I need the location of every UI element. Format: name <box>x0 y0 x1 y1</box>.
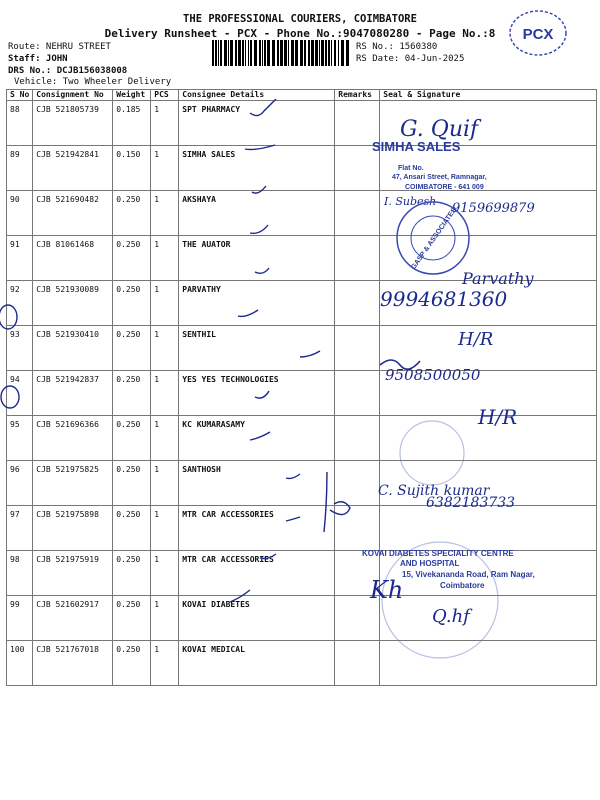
row-consignee: MTR CAR ACCESSORIES <box>179 551 335 596</box>
row-signature <box>380 281 597 326</box>
row-consignment: CJB 521975898 <box>33 506 113 551</box>
row-consignment: CJB 521767018 <box>33 641 113 686</box>
runsheet-subtitle: Delivery Runsheet - PCX - Phone No.:9047080280 - Page No.:8 <box>104 27 496 40</box>
row-sno: 96 <box>7 461 33 506</box>
row-remarks <box>335 326 380 371</box>
row-consignment: CJB 521930410 <box>33 326 113 371</box>
row94-phone: 9508500050 <box>385 366 481 384</box>
table-row <box>7 191 597 236</box>
row95-hr: H/R <box>478 405 518 429</box>
row-pcs: 1 <box>151 641 179 686</box>
row-consignment: CJB 521696366 <box>33 416 113 461</box>
col-consignment: Consignment No <box>33 90 113 101</box>
simha-stamp-addr1: Flat No. <box>398 165 424 172</box>
row-pcs: 1 <box>151 236 179 281</box>
row-consignment: CJB 521975919 <box>33 551 113 596</box>
row-remarks <box>335 236 380 281</box>
row-signature <box>380 371 597 416</box>
row-pcs: 1 <box>151 326 179 371</box>
table-row <box>7 101 597 146</box>
kovai-stamp-line2: AND HOSPITAL <box>400 559 460 568</box>
row-weight: 0.250 <box>113 236 151 281</box>
row100-signature: Q.hf <box>432 606 470 627</box>
row-pcs: 1 <box>151 551 179 596</box>
company-title: THE PROFESSIONAL COURIERS, COIMBATORE <box>183 13 417 25</box>
pcx-stamp-text: PCX <box>522 26 554 43</box>
row-signature <box>380 146 597 191</box>
gasp-stamp-text: GASP & ASSOCIATES <box>410 206 459 271</box>
row-sno: 93 <box>7 326 33 371</box>
row-weight: 0.250 <box>113 326 151 371</box>
row-signature <box>380 236 597 281</box>
row-remarks <box>335 146 380 191</box>
row-pcs: 1 <box>151 191 179 236</box>
row-signature <box>380 101 597 146</box>
row-consignee: SPT PHARMACY <box>179 101 335 146</box>
row-sno: 92 <box>7 281 33 326</box>
row-consignment: CJB 521805739 <box>33 101 113 146</box>
runsheet-table <box>6 89 597 686</box>
row93-hr: H/R <box>458 329 494 350</box>
table-row <box>7 506 597 551</box>
row90-phone: 9159699879 <box>452 201 535 216</box>
row-weight: 0.250 <box>113 461 151 506</box>
row-pcs: 1 <box>151 506 179 551</box>
col-sno: S No <box>7 90 33 101</box>
row90-signature: I. Subesh <box>384 195 437 208</box>
col-pcs: PCS <box>151 90 179 101</box>
col-remarks: Remarks <box>335 90 380 101</box>
row-remarks <box>335 596 380 641</box>
table-row <box>7 416 597 461</box>
simha-stamp-name: SIMHA SALES <box>372 139 461 154</box>
row-signature <box>380 641 597 686</box>
row-remarks <box>335 281 380 326</box>
row-consignment: CJB 81061468 <box>33 236 113 281</box>
table-row <box>7 326 597 371</box>
row-sno: 94 <box>7 371 33 416</box>
table-row <box>7 596 597 641</box>
row-signature <box>380 326 597 371</box>
col-weight: Weight <box>113 90 151 101</box>
row89-signature: G. Quif <box>400 117 479 142</box>
row-signature <box>380 191 597 236</box>
row-consignee: YES YES TECHNOLOGIES <box>179 371 335 416</box>
row-weight: 0.250 <box>113 281 151 326</box>
col-consignee: Consignee Details <box>179 90 335 101</box>
row-consignee: MTR CAR ACCESSORIES <box>179 506 335 551</box>
table-row <box>7 551 597 596</box>
table-row <box>7 146 597 191</box>
table-row <box>7 371 597 416</box>
row-remarks <box>335 641 380 686</box>
row97-phone: 6382183733 <box>426 495 516 511</box>
kovai-stamp-line4: Coimbatore <box>440 581 485 590</box>
row-consignee: SENTHIL <box>179 326 335 371</box>
row-weight: 0.250 <box>113 641 151 686</box>
rs-number: RS No.: 1560380 <box>356 42 438 52</box>
row-remarks <box>335 101 380 146</box>
row-consignee: AKSHAYA <box>179 191 335 236</box>
row-pcs: 1 <box>151 101 179 146</box>
rs-date: RS Date: 04-Jun-2025 <box>356 54 465 64</box>
row-consignment: CJB 521975825 <box>33 461 113 506</box>
row-sno: 100 <box>7 641 33 686</box>
row92-signature: Parvathy <box>462 269 534 288</box>
row-consignee: THE AUATOR <box>179 236 335 281</box>
row-pcs: 1 <box>151 281 179 326</box>
row-consignment: CJB 521690482 <box>33 191 113 236</box>
row-signature <box>380 506 597 551</box>
row-signature <box>380 551 597 596</box>
table-row <box>7 281 597 326</box>
row-consignee: KOVAI DIABETES <box>179 596 335 641</box>
row-weight: 0.150 <box>113 146 151 191</box>
row-consignee: SANTHOSH <box>179 461 335 506</box>
row-pcs: 1 <box>151 371 179 416</box>
row-signature <box>380 416 597 461</box>
row-signature <box>380 596 597 641</box>
simha-stamp-addr2: 47, Ansari Street, Ramnagar, <box>392 174 487 181</box>
kovai-stamp-line3: 15, Vivekananda Road, Ram Nagar, <box>402 570 535 579</box>
row-consignment: CJB 521942841 <box>33 146 113 191</box>
row-sno: 95 <box>7 416 33 461</box>
row-weight: 0.250 <box>113 506 151 551</box>
row-sno: 99 <box>7 596 33 641</box>
barcode-icon <box>211 40 351 66</box>
row99-signature: Kh <box>370 576 404 604</box>
row-consignment: CJB 521942837 <box>33 371 113 416</box>
row-sno: 89 <box>7 146 33 191</box>
row-remarks <box>335 506 380 551</box>
row-pcs: 1 <box>151 146 179 191</box>
row-weight: 0.185 <box>113 101 151 146</box>
row-remarks <box>335 461 380 506</box>
row-sno: 91 <box>7 236 33 281</box>
row-weight: 0.250 <box>113 416 151 461</box>
row-pcs: 1 <box>151 596 179 641</box>
row-weight: 0.250 <box>113 371 151 416</box>
row-sno: 97 <box>7 506 33 551</box>
route-label: Route: NEHRU STREET <box>8 42 111 52</box>
row-weight: 0.250 <box>113 596 151 641</box>
row-consignment: CJB 521602917 <box>33 596 113 641</box>
row-sno: 90 <box>7 191 33 236</box>
row-consignee: KOVAI MEDICAL <box>179 641 335 686</box>
row-sno: 88 <box>7 101 33 146</box>
kovai-stamp-line1: KOVAI DIABETES SPECIALITY CENTRE <box>362 549 514 558</box>
row-consignee: SIMHA SALES <box>179 146 335 191</box>
row-remarks <box>335 416 380 461</box>
row-remarks <box>335 551 380 596</box>
row-consignee: KC KUMARASAMY <box>179 416 335 461</box>
vehicle-label: Vehicle: Two Wheeler Delivery <box>14 77 172 87</box>
row-consignment: CJB 521930089 <box>33 281 113 326</box>
row-pcs: 1 <box>151 416 179 461</box>
row-weight: 0.250 <box>113 551 151 596</box>
row-signature <box>380 461 597 506</box>
row97-signature: C. Sujith kumar <box>378 483 490 499</box>
table-row <box>7 641 597 686</box>
row-remarks <box>335 191 380 236</box>
row-remarks <box>335 371 380 416</box>
col-signature: Seal & Signature <box>380 90 597 101</box>
row93-phone: 9994681360 <box>380 287 508 311</box>
simha-stamp-addr3: COIMBATORE - 641 009 <box>405 184 484 191</box>
row-consignee: PARVATHY <box>179 281 335 326</box>
drs-label: DRS No.: DCJB156038008 <box>8 66 128 76</box>
staff-label: Staff: JOHN <box>8 54 68 64</box>
row-sno: 98 <box>7 551 33 596</box>
table-row <box>7 461 597 506</box>
table-row <box>7 236 597 281</box>
row-pcs: 1 <box>151 461 179 506</box>
row-weight: 0.250 <box>113 191 151 236</box>
table-header-row <box>7 90 597 101</box>
